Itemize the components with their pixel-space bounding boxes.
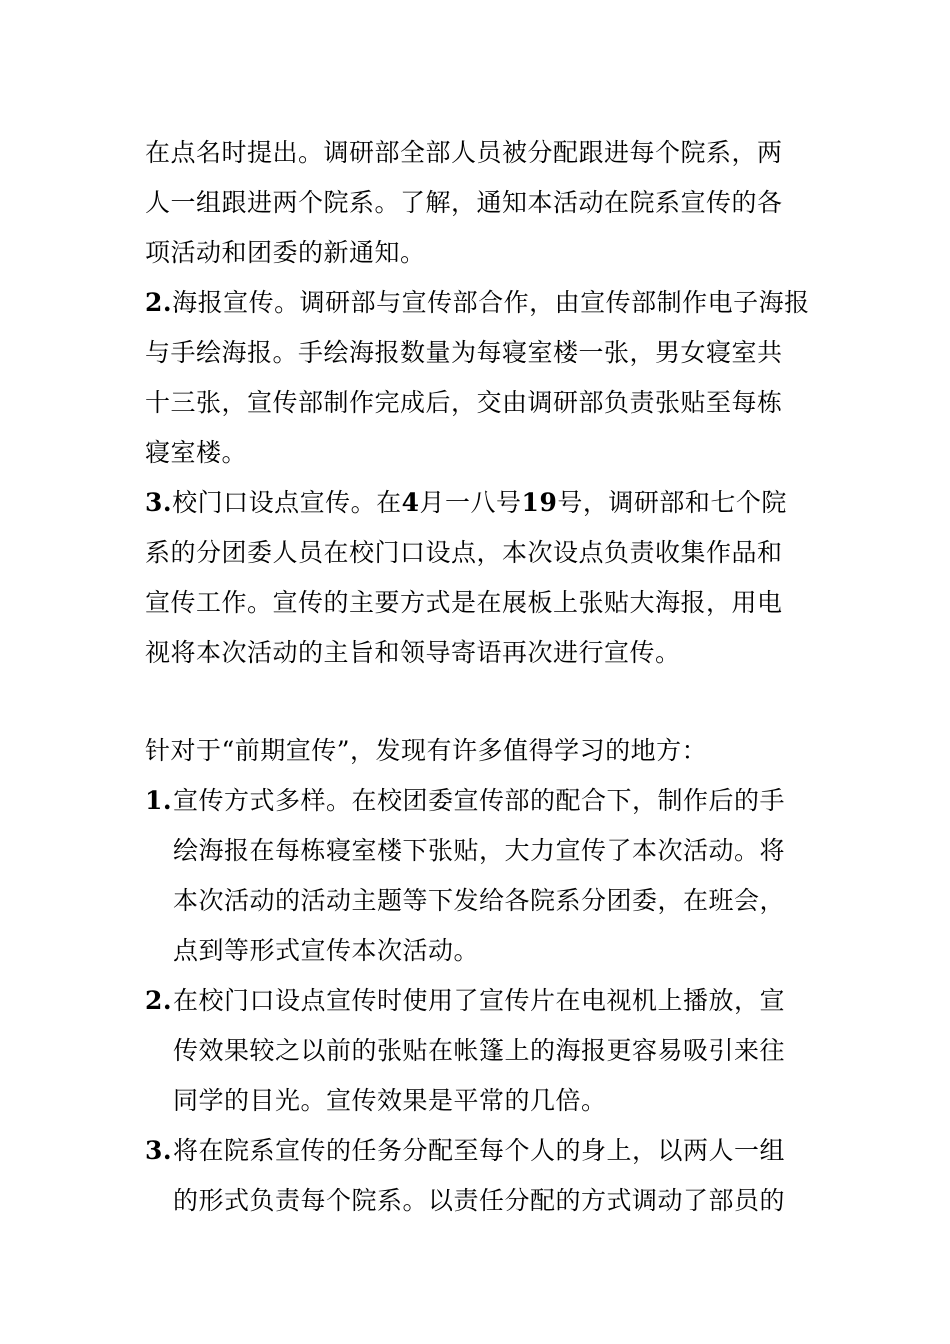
text-line: 视将本次活动的主旨和领导寄语再次进行宣传。 (145, 638, 681, 667)
text-line: 点到等形式宣传本次活动。 (173, 936, 480, 965)
list-number: 1. (145, 786, 173, 815)
text-line: 在点名时提出。调研部全部人员被分配跟进每个院系，两 (145, 138, 783, 167)
list-item (145, 776, 810, 976)
list-number: 2. (145, 986, 173, 1015)
paragraph-poster-promotion (145, 278, 810, 478)
text-line: 宣传工作。宣传的主要方式是在展板上张贴大海报，用电 (145, 588, 783, 617)
text-line (145, 478, 810, 528)
text-line: 传效果较之以前的张贴在帐篷上的海报更容易吸引来往 (173, 1036, 786, 1065)
text-line: 项活动和团委的新通知。 (145, 238, 426, 267)
text-line: 针对于“前期宣传”，发现有许多值得学习的地方： (145, 736, 708, 765)
item-number: 3. (145, 488, 173, 517)
list-item (145, 976, 810, 1126)
text-segment: 海报宣传。调研部与宣传部合作，由宣传部制作电子海报 (172, 288, 810, 317)
text-line: 本次活动的活动主题等下发给各院系分团委，在班会， (173, 886, 786, 915)
section-promotion-methods (145, 128, 810, 678)
text-segment: 号，调研部和七个院 (557, 488, 787, 517)
text-line: 人一组跟进两个院系。了解，通知本活动在院系宣传的各 (145, 188, 783, 217)
paragraph-gate-booth (145, 478, 810, 678)
paragraph-roll-call (145, 128, 810, 278)
text-line: 绘海报在每栋寝室楼下张贴，大力宣传了本次活动。将 (173, 836, 786, 865)
text-line: 将在院系宣传的任务分配至每个人的身上，以两人一组 (173, 1136, 786, 1165)
text-line: 同学的目光。宣传效果是平常的几倍。 (173, 1086, 607, 1115)
text-segment: 校门口设点宣传。在 (172, 488, 402, 517)
text-line (145, 278, 810, 328)
date-number: 19 (521, 488, 558, 517)
item-number: 2. (145, 288, 173, 317)
date-number: 4 (401, 488, 420, 517)
text-line: 寝室楼。 (145, 438, 248, 467)
text-line: 的形式负责每个院系。以责任分配的方式调动了部员的 (173, 1186, 786, 1215)
list-item (145, 1126, 810, 1226)
section-lessons-learned (145, 726, 810, 1226)
text-line: 与手绘海报。手绘海报数量为每寝室楼一张，男女寝室共 (145, 338, 783, 367)
paragraph-intro (145, 726, 810, 776)
list-number: 3. (145, 1136, 173, 1165)
text-line: 宣传方式多样。在校团委宣传部的配合下，制作后的手 (173, 786, 786, 815)
text-segment: 月一八号 (419, 488, 522, 517)
text-line: 系的分团委人员在校门口设点，本次设点负责收集作品和 (145, 538, 783, 567)
text-line: 十三张，宣传部制作完成后，交由调研部负责张贴至每栋 (145, 388, 783, 417)
text-line: 在校门口设点宣传时使用了宣传片在电视机上播放，宣 (173, 986, 786, 1015)
